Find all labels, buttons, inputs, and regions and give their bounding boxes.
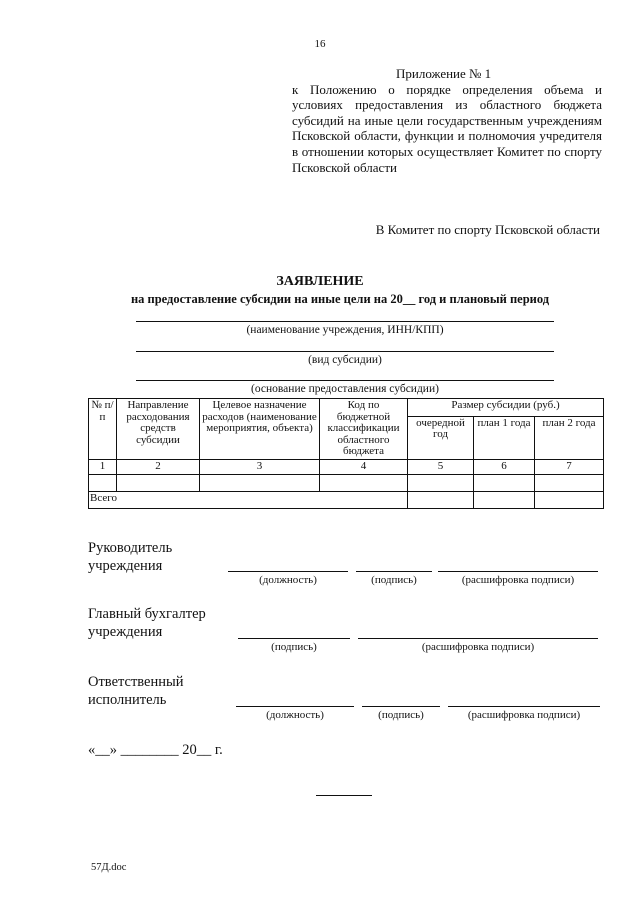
appendix-text: к Положению о порядке определения объема и условиях предоставления из областного бюджета субсидий на иные цели государственным учреждениям Псковской области, функции и полномочия учредителя в отношении которых осуществляет Комитет по спорту Псковской области [292,81,602,175]
subsidy-type-fill-line[interactable] [136,351,554,352]
table-cell[interactable] [408,474,474,491]
basis-caption: (основание предоставления субсидии) [251,383,439,395]
accountant-signature-line[interactable] [238,638,350,639]
head-label-line1: Руководитель [88,540,173,556]
date-line[interactable]: «__» ________ 20__ г. [88,742,223,758]
institution-fill-line[interactable] [136,321,554,322]
head-position-line[interactable] [228,571,348,572]
total-plan-year-1-cell[interactable] [474,491,535,508]
header-plan-year-2: план 2 года [535,416,604,459]
document-title: ЗАЯВЛЕНИЕ [276,274,364,289]
column-number: 7 [535,459,604,474]
footer-filename: 57Д.doc [91,862,127,873]
total-row [89,491,604,508]
table-cell[interactable] [200,474,320,491]
addressee: В Комитет по спорту Псковской области [375,222,600,237]
executor-position-line[interactable] [236,706,354,707]
table-cell[interactable] [320,474,408,491]
total-label: Всего [89,491,408,508]
head-decoding-line[interactable] [438,571,598,572]
header-num: № п/п [89,399,117,460]
header-purpose: Целевое назначение расходов (наименование мероприятия, объекта) [200,399,320,460]
column-number: 6 [474,459,535,474]
total-plan-year-2-cell[interactable] [535,491,604,508]
accountant-signature-caption: (подпись) [271,641,317,653]
executor-signature-label [88,673,184,709]
accountant-decoding-line[interactable] [358,638,598,639]
column-number: 1 [89,459,117,474]
head-signature-caption: (подпись) [371,574,417,586]
column-number: 4 [320,459,408,474]
accountant-label-line1: Главный бухгалтер [88,606,206,622]
table-cell[interactable] [474,474,535,491]
head-signature-line[interactable] [356,571,432,572]
column-number: 5 [408,459,474,474]
subsidy-table [88,398,604,509]
executor-signature-caption: (подпись) [378,709,424,721]
accountant-signature-label [88,605,206,641]
header-budget-code: Код по бюджетной классификации областного бюджета [320,399,408,460]
head-decoding-caption: (расшифровка подписи) [461,574,575,586]
header-current-year: очередной год [408,416,474,459]
column-number: 2 [117,459,200,474]
table-row [89,474,604,491]
document-subtitle: на предоставление субсидии на иные цели на 20__ год и плановый период [130,292,550,306]
executor-decoding-caption: (расшифровка подписи) [467,709,581,721]
executor-decoding-line[interactable] [448,706,600,707]
head-signature-label [88,539,172,575]
header-subsidy-amount: Размер субсидии (руб.) [408,399,604,417]
head-label-line2: учреждения [88,558,163,574]
end-divider [316,795,372,796]
table-cell[interactable] [535,474,604,491]
accountant-decoding-caption: (расшифровка подписи) [421,641,535,653]
executor-label-line2: исполнитель [88,692,167,708]
executor-signature-line[interactable] [362,706,440,707]
total-current-year-cell[interactable] [408,491,474,508]
header-direction: Направление расходования средств субсидии [117,399,200,460]
table-cell[interactable] [89,474,117,491]
executor-position-caption: (должность) [266,709,324,721]
basis-fill-line[interactable] [136,380,554,381]
head-position-caption: (должность) [259,574,317,586]
page-number: 16 [314,38,326,50]
appendix-block [292,66,602,175]
institution-caption: (наименование учреждения, ИНН/КПП) [246,324,444,336]
header-plan-year-1: план 1 года [474,416,535,459]
appendix-title: Приложение № 1 [396,66,492,81]
executor-label-line1: Ответственный [88,674,184,690]
accountant-label-line2: учреждения [88,624,163,640]
table-cell[interactable] [117,474,200,491]
column-number: 3 [200,459,320,474]
subsidy-type-caption: (вид субсидии) [308,354,382,366]
